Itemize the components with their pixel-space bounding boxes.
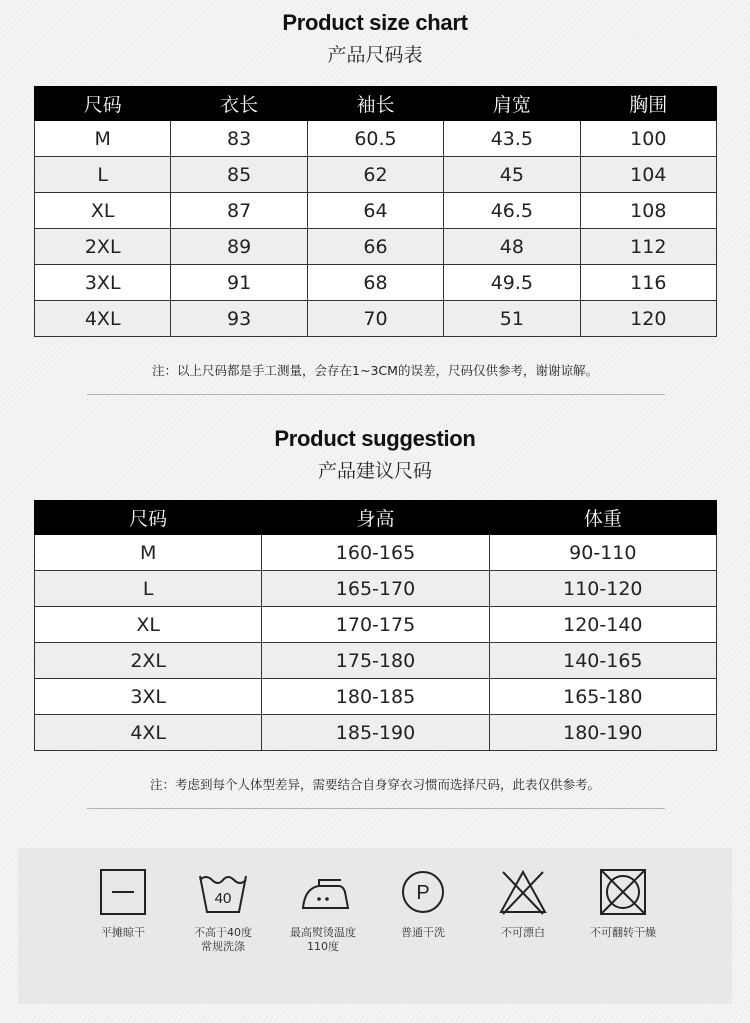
table-cell: 46.5 [444, 193, 580, 229]
table-cell: 51 [444, 301, 580, 337]
table-cell: 2XL [35, 229, 171, 265]
table-cell: 64 [307, 193, 443, 229]
table-cell: L [35, 157, 171, 193]
section-divider [87, 394, 665, 395]
table-row [35, 715, 717, 751]
care-label-line: 最高熨烫温度 [290, 926, 356, 939]
care-item-dry-clean [368, 868, 478, 940]
care-item-iron [268, 868, 378, 954]
table-row [35, 121, 717, 157]
care-instructions [18, 848, 732, 1004]
care-item-no-tumble-dry [568, 868, 678, 940]
flat-dry-icon [99, 868, 147, 916]
table-cell: 175-180 [262, 643, 489, 679]
table-cell: 48 [444, 229, 580, 265]
table-cell: 3XL [35, 265, 171, 301]
size-chart-header-cell: 尺码 [35, 87, 171, 121]
table-cell: 85 [171, 157, 307, 193]
no-tumble-dry-icon [599, 868, 647, 916]
table-cell: 160-165 [262, 535, 489, 571]
no-bleach-icon [497, 868, 549, 916]
suggestion-header-cell: 身高 [262, 501, 489, 535]
wash-40-icon [197, 868, 249, 916]
iron-icon [295, 868, 351, 916]
suggestion-header-cell: 体重 [489, 501, 716, 535]
table-cell: 180-190 [489, 715, 716, 751]
care-item-wash-40 [168, 868, 278, 954]
table-cell: M [35, 535, 262, 571]
table-cell: 66 [307, 229, 443, 265]
table-cell: 4XL [35, 301, 171, 337]
care-label-line: 普通干洗 [401, 926, 445, 939]
suggestion-title-cn: 产品建议尺码 [317, 460, 432, 482]
table-cell: 100 [580, 121, 716, 157]
suggestion-note: 注：考虑到每个人体型差异，需要结合自身穿衣习惯而选择尺码，此表仅供参考。 [149, 777, 600, 792]
table-cell: 4XL [35, 715, 262, 751]
wash-40-icon-text: 40 [214, 890, 232, 907]
table-cell: L [35, 571, 262, 607]
table-cell: 91 [171, 265, 307, 301]
table-cell: 45 [444, 157, 580, 193]
table-cell: 120-140 [489, 607, 716, 643]
suggestion-header-cell: 尺码 [35, 501, 262, 535]
size-chart-title-en: Product size chart [282, 10, 468, 35]
table-cell: XL [35, 607, 262, 643]
table-cell: 185-190 [262, 715, 489, 751]
care-label-line: 不高于40度 [194, 926, 252, 939]
table-cell: 68 [307, 265, 443, 301]
table-row [35, 571, 717, 607]
table-cell: 180-185 [262, 679, 489, 715]
table-cell: 60.5 [307, 121, 443, 157]
size-chart-title-cn: 产品尺码表 [327, 44, 423, 66]
care-label-line: 平摊晾干 [101, 926, 145, 939]
table-cell: 3XL [35, 679, 262, 715]
table-cell: 62 [307, 157, 443, 193]
dry-clean-p-icon-text: P [416, 882, 430, 904]
table-cell: 89 [171, 229, 307, 265]
suggestion-title-en: Product suggestion [274, 426, 476, 451]
table-cell: 87 [171, 193, 307, 229]
table-row [35, 265, 717, 301]
care-label-line: 110度 [307, 940, 339, 953]
table-cell: 108 [580, 193, 716, 229]
size-chart-header-row [35, 87, 717, 121]
table-row [35, 301, 717, 337]
size-chart-note: 注：以上尺码都是手工测量，会存在1~3CM的误差，尺码仅供参考，谢谢谅解。 [152, 363, 598, 378]
table-cell: 170-175 [262, 607, 489, 643]
table-cell: 165-170 [262, 571, 489, 607]
table-row [35, 643, 717, 679]
table-cell: 165-180 [489, 679, 716, 715]
size-chart-header-cell: 肩宽 [444, 87, 580, 121]
size-chart-header-cell: 袖长 [307, 87, 443, 121]
suggestion-header-row [35, 501, 717, 535]
table-cell: M [35, 121, 171, 157]
size-chart-table [34, 86, 717, 337]
suggestion-table [34, 500, 717, 751]
table-row [35, 193, 717, 229]
care-label-line: 不可漂白 [501, 926, 545, 939]
table-cell: 2XL [35, 643, 262, 679]
table-cell: 83 [171, 121, 307, 157]
table-row [35, 535, 717, 571]
table-cell: 43.5 [444, 121, 580, 157]
table-cell: 70 [307, 301, 443, 337]
table-cell: 93 [171, 301, 307, 337]
care-label-line: 常规洗涤 [201, 940, 245, 953]
table-cell: 116 [580, 265, 716, 301]
care-item-flat-dry [68, 868, 178, 940]
table-cell: 140-165 [489, 643, 716, 679]
table-cell: 104 [580, 157, 716, 193]
table-row [35, 157, 717, 193]
table-row [35, 607, 717, 643]
table-cell: 110-120 [489, 571, 716, 607]
size-chart-header-cell: 衣长 [171, 87, 307, 121]
care-label-line: 不可翻转干燥 [590, 926, 656, 939]
table-cell: 112 [580, 229, 716, 265]
table-row [35, 229, 717, 265]
dry-clean-p-icon [399, 868, 447, 916]
size-chart-header-cell: 胸围 [580, 87, 716, 121]
table-cell: 90-110 [489, 535, 716, 571]
table-row [35, 679, 717, 715]
table-cell: XL [35, 193, 171, 229]
section-divider [87, 808, 665, 809]
table-cell: 49.5 [444, 265, 580, 301]
table-cell: 120 [580, 301, 716, 337]
care-item-no-bleach [468, 868, 578, 940]
